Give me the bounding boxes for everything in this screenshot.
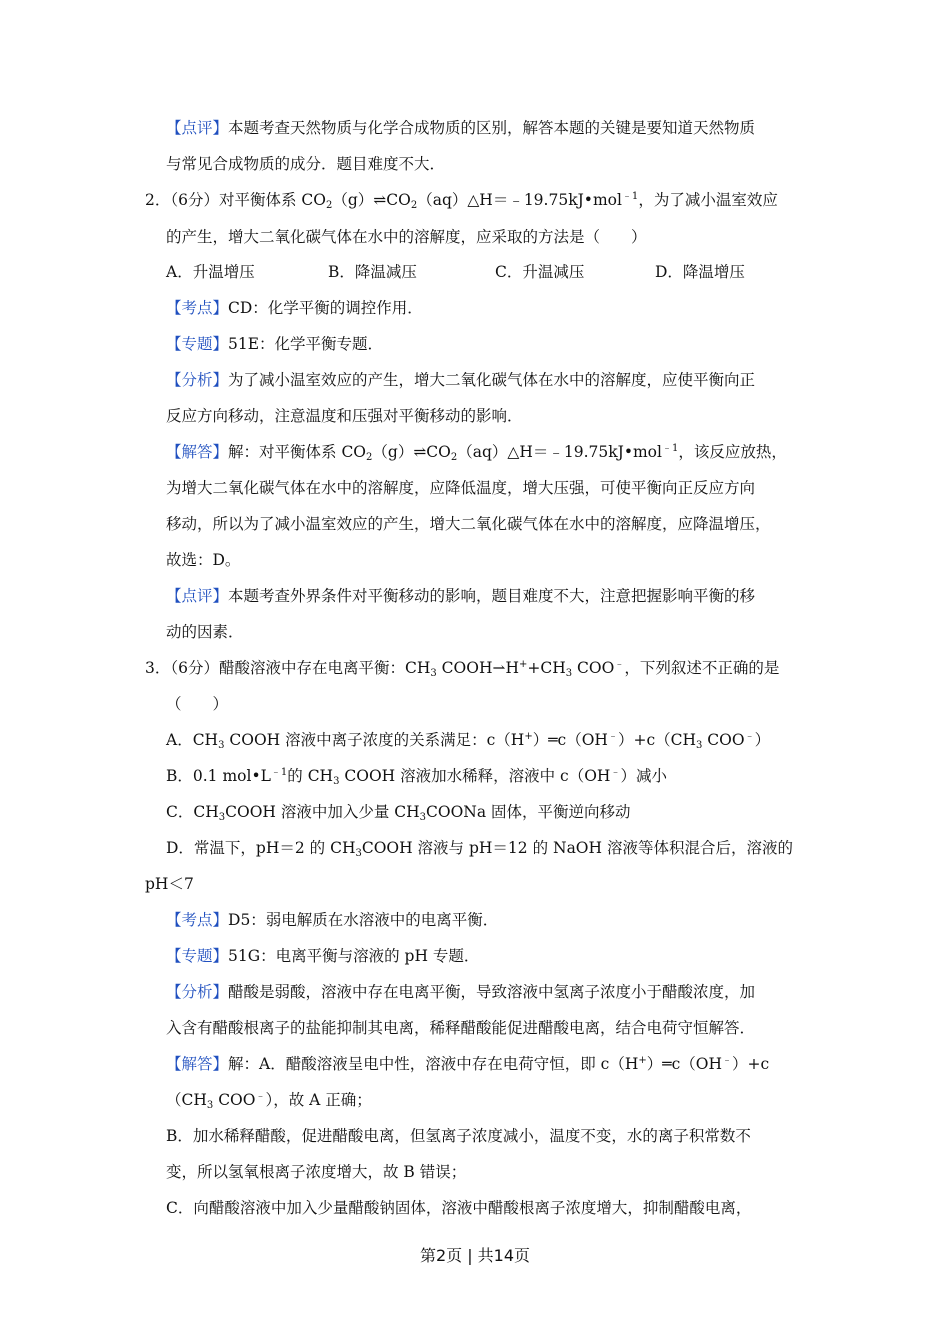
q3-option-b: B．0.1 $mol•L^{﹣1}$的 $CH_3$ COOH 溶液加水稀释，溶液中 c（OH﹣）减小 (166, 767, 667, 787)
q1-review-line1: 【点评】本题考查天然物质与化学合成物质的区别，解答本题的关键是要知道天然物质 (166, 119, 756, 137)
q2-option-c: C．升温减压 (495, 263, 585, 281)
q2-options (166, 261, 866, 283)
q3-jieda-line3: B．加水稀释醋酸，促进醋酸电离，但氢离子浓度减小，温度不变，水的离子积常数不 (166, 1127, 751, 1145)
q2-kaodian: 【考点】CD：化学平衡的调控作用． (166, 299, 423, 317)
q3-zhuanti: 【专题】51G：电离平衡与溶液的 pH 专题． (166, 947, 480, 965)
q3-jieda-line4: 变，所以氢氧根离子浓度增大，故 B 错误； (166, 1163, 467, 1181)
q2-dianping-line2: 动的因素． (166, 623, 244, 641)
q3-jieda-line1: 【解答】解：A．醋酸溶液呈电中性，溶液中存在电荷守恒，即 c（H+）═c（OH﹣）+c (166, 1055, 770, 1073)
q3-stem-line1: 3．（6分）醋酸溶液中存在电离平衡：$CH_3$ $COOH⇀H^++CH_3$ COO﹣，下列叙述不正确的是 (145, 659, 780, 679)
q3-option-d-line1: D．常温下，pH＝2 的 $CH_3COOH$ 溶液与 pH＝12 的 NaOH 溶液等体积混合后，溶液的 (166, 839, 793, 859)
q2-fenxi-line2: 反应方向移动，注意温度和压强对平衡移动的影响． (166, 407, 523, 425)
q3-kaodian: 【考点】D5：弱电解质在水溶液中的电离平衡． (166, 911, 499, 929)
page-footer: 第2页 | 共14页 (419, 1246, 531, 1265)
q2-stem-line1: 2．（6分）对平衡体系 $CO_2(g)\rightleftharpoons CO_2(aq)\triangle H=﹣19.75kJ•mol^{﹣1}$，为了减小温室效应 (145, 191, 778, 211)
q3-option-a: A．$CH_3$ COOH 溶液中离子浓度的关系满足：$c(H^+)═c(OH^﹣)+c(CH_3$ COO﹣） (166, 731, 771, 751)
q3-stem-line2: （ ） (166, 695, 229, 713)
q3-option-d-line2: pH＜7 (145, 875, 194, 893)
q2-jieda-line4: 故选：D。 (166, 551, 241, 569)
q2-zhuanti: 【专题】51E：化学平衡专题． (166, 335, 384, 353)
q3-fenxi-line1: 【分析】醋酸是弱酸，溶液中存在电离平衡，导致溶液中氢离子浓度小于醋酸浓度，加 (166, 983, 756, 1001)
q2-jieda-line3: 移动，所以为了减小温室效应的产生，增大二氧化碳气体在水中的溶解度，应降温增压， (166, 515, 771, 533)
q2-stem-line2: 的产生，增大二氧化碳气体在水中的溶解度，应采取的方法是（ ） (166, 228, 647, 246)
q2-fenxi-line1: 【分析】为了减小温室效应的产生，增大二氧化碳气体在水中的溶解度，应使平衡向正 (166, 371, 756, 389)
q2-dianping-line1: 【点评】本题考查外界条件对平衡移动的影响，题目难度不大，注意把握影响平衡的移 (166, 587, 756, 605)
q2-jieda-line2: 为增大二氧化碳气体在水中的溶解度，应降低温度，增大压强，可使平衡向正反应方向 (166, 479, 756, 497)
q3-jieda-line5: C．向醋酸溶液中加入少量醋酸钠固体，溶液中醋酸根离子浓度增大，抑制醋酸电离， (166, 1199, 752, 1217)
q2-option-a: A．升温增压 (166, 263, 255, 281)
q2-jieda-line1: 【解答】解：对平衡体系 $CO_2(g)\rightleftharpoons CO_2(aq)\triangle H=﹣19.75kJ•mol^{﹣1}$，该反应放热， (166, 443, 787, 463)
q3-option-c: C．$CH_3COOH$ 溶液中加入少量 $CH_3COONa$ 固体，平衡逆向移动 (166, 803, 631, 823)
q2-option-d: D．降温增压 (655, 263, 745, 281)
q2-option-b: B．降温减压 (328, 263, 417, 281)
q1-review-line2: 与常见合成物质的成分．题目难度不大． (166, 155, 446, 173)
review-tag: 【点评】 (166, 119, 229, 137)
q3-jieda-line2: （$CH_3$ COO﹣），故 A 正确； (166, 1091, 372, 1111)
q3-fenxi-line2: 入含有醋酸根离子的盐能抑制其电离，稀释醋酸能促进醋酸电离，结合电荷守恒解答． (166, 1019, 756, 1037)
